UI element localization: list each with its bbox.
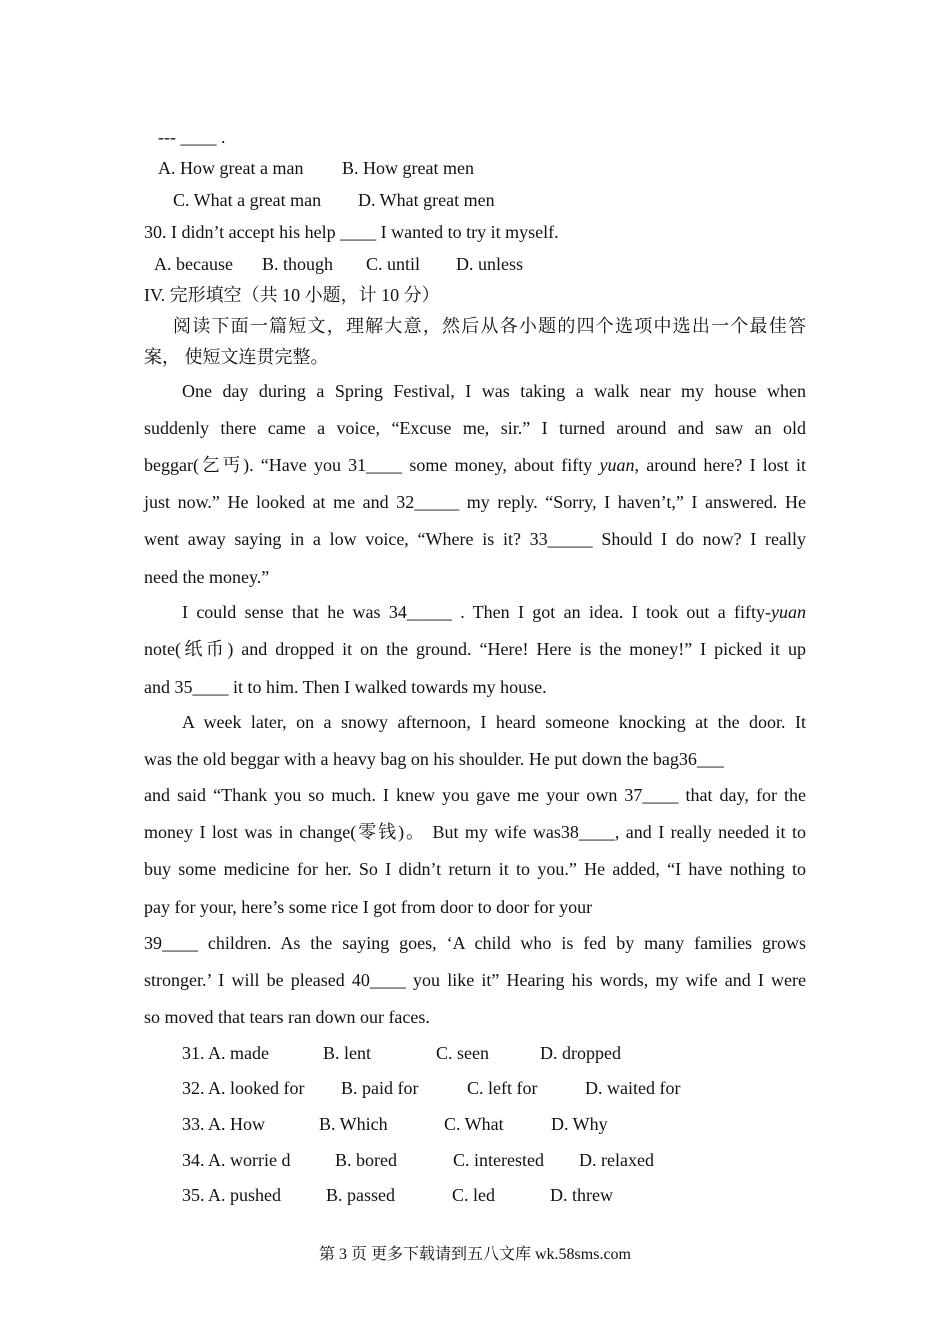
- choice-34-d: D. relaxed: [579, 1150, 654, 1170]
- choice-32-a: 32. A. looked for: [182, 1078, 305, 1098]
- q29-option-d: D. What great men: [358, 190, 495, 210]
- q29-option-c: C. What a great man: [173, 190, 322, 210]
- choice-35-c: C. led: [452, 1185, 495, 1205]
- q29-option-b: B. How great men: [342, 158, 474, 178]
- passage-p1-line-6: need the money.”: [144, 567, 270, 587]
- q30-option-c: C. until: [366, 254, 421, 274]
- q29-option-a: A. How great a man: [158, 158, 304, 178]
- choice-33-d: D. Why: [551, 1114, 608, 1134]
- passage-p3-line-1: A week later, on a snowy afternoon, I heard someone knocking at the door. It: [182, 712, 806, 732]
- choice-35-a: 35. A. pushed: [182, 1185, 281, 1205]
- choice-34-a: 34. A. worrie d: [182, 1150, 291, 1170]
- passage-p2-line-2: note(纸币) and dropped it on the ground. “Here! Here is the money!” I picked it up: [144, 639, 806, 659]
- q29-answer-line: --- ____ .: [158, 127, 226, 147]
- instruction-line-2: 案， 使短文连贯完整。: [144, 347, 329, 367]
- page-footer: 第 3 页 更多下载请到五八文库 wk.58sms.com: [318, 1246, 631, 1263]
- q30-option-d: D. unless: [456, 254, 523, 274]
- q30-option-a: A. because: [154, 254, 233, 274]
- passage-p2-line-3: and 35____ it to him. Then I walked towards my house.: [144, 677, 547, 697]
- passage-p1-line-5: went away saying in a low voice, “Where is it? 33_____ Should I do now? I really: [144, 529, 806, 549]
- choice-31-a: 31. A. made: [182, 1043, 269, 1063]
- choice-31-c: C. seen: [436, 1043, 489, 1063]
- section-heading: IV. 完形填空（共 10 小题，计 10 分）: [144, 285, 440, 305]
- q30-stem: 30. I didn’t accept his help ____ I wanted to try it myself.: [144, 222, 559, 242]
- choice-33-c: C. What: [444, 1114, 504, 1134]
- choice-35-b: B. passed: [326, 1185, 395, 1205]
- passage-p2-line-1: I could sense that he was 34_____ . Then I got an idea. I took out a fifty-yuan: [182, 602, 806, 622]
- choice-35-d: D. threw: [550, 1185, 613, 1205]
- passage-p3-line-7: 39____ children. As the saying goes, ‘A child who is fed by many families grows: [144, 933, 806, 953]
- passage-p3-line-8: stronger.’ I will be pleased 40____ you like it” Hearing his words, my wife and I were: [144, 970, 806, 990]
- passage-p3-line-4: money I lost was in change(零钱)。 But my wife was38____, and I really needed it to: [144, 822, 806, 842]
- choice-32-d: D. waited for: [585, 1078, 681, 1098]
- choice-31-d: D. dropped: [540, 1043, 621, 1063]
- instruction-line-1: 阅读下面一篇短文，理解大意，然后从各小题的四个选项中选出一个最佳答: [173, 316, 806, 336]
- choice-34-c: C. interested: [453, 1150, 544, 1170]
- q30-option-b: B. though: [262, 254, 334, 274]
- choice-32-c: C. left for: [467, 1078, 538, 1098]
- passage-p1-line-4: just now.” He looked at me and 32_____ my reply. “Sorry, I haven’t,” I answered. He: [144, 492, 806, 512]
- passage-p1-line-1: One day during a Spring Festival, I was taking a walk near my house when: [182, 381, 806, 401]
- choice-32-b: B. paid for: [341, 1078, 419, 1098]
- passage-p3-line-5: buy some medicine for her. So I didn’t return it to you.” He added, “I have nothing to: [144, 859, 806, 879]
- passage-p3-line-6: pay for your, here’s some rice I got from door to door for your: [144, 897, 593, 917]
- passage-p3-line-2: was the old beggar with a heavy bag on his shoulder. He put down the bag36___: [144, 749, 724, 769]
- choice-33-b: B. Which: [319, 1114, 388, 1134]
- choice-33-a: 33. A. How: [182, 1114, 266, 1134]
- passage-p1-line-3: beggar(乞丐). “Have you 31____ some money, about fifty yuan, around here? I lost it: [144, 455, 806, 475]
- passage-p3-line-3: and said “Thank you so much. I knew you gave me your own 37____ that day, for the: [144, 785, 806, 805]
- choice-34-b: B. bored: [335, 1150, 397, 1170]
- passage-p1-line-2: suddenly there came a voice, “Excuse me, sir.” I turned around and saw an old: [144, 418, 806, 438]
- passage-p3-line-9: so moved that tears ran down our faces.: [144, 1007, 430, 1027]
- choice-31-b: B. lent: [323, 1043, 371, 1063]
